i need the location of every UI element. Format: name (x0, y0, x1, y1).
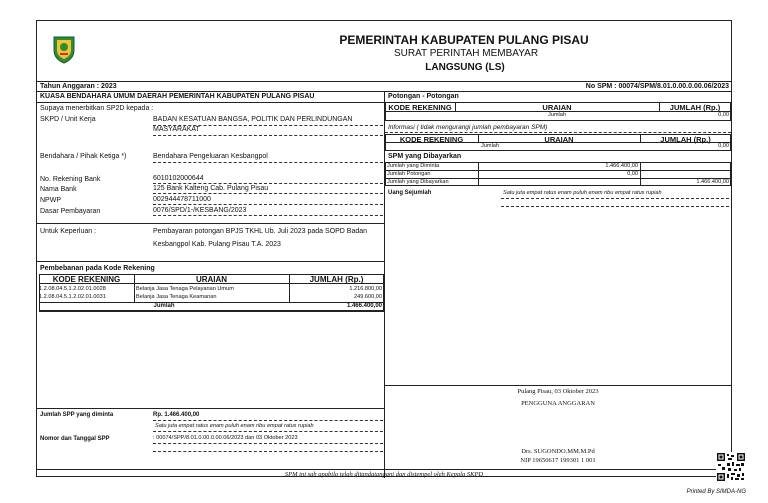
header-subtitle: SURAT PERINTAH MEMBAYAR (393, 48, 539, 59)
document-header (37, 21, 731, 82)
dibayarkan-title: SPM yang Dibayarkan (388, 153, 462, 160)
printed-by: Printed By SIMDA-NG (686, 489, 746, 495)
dibayar-value: 1.466.400,00 (696, 179, 729, 185)
kuasa-bud: KUASA BENDAHARA UMUM DAERAH PEMERINTAH KABUPATEN PULANG PISAU (40, 93, 315, 100)
spm-document (36, 20, 732, 477)
table-row-uraian: Belanja Jasa Tenaga Pelayanan Umum (136, 286, 234, 292)
npwp-label: NPWP (40, 197, 61, 204)
footer-note: SPM ini sah apabila telah ditandatangani dan distempel oleh Kepala SKPD (37, 469, 731, 478)
informasi-col-kode: KODE REKENING (399, 135, 464, 144)
table-row-jumlah: 1.216.800,00 (349, 286, 382, 292)
fiscal-year: Tahun Anggaran : 2023 (40, 83, 117, 90)
bendahara-value: Bendahara Pengeluaran Kesbangpol (153, 153, 268, 160)
uang-value: Satu juta empat ratus enam puluh enam ribu empat ratus rupiah (503, 190, 662, 196)
potongan-label: Jumlah Potongan (387, 171, 431, 177)
signer-role: PENGGUNA ANGGARAN (521, 400, 595, 407)
keperluan-value-2: Kesbangpol Kab. Pulang Pisau T.A. 2023 (153, 241, 281, 248)
place-date: Pulang Pisau, 03 Oktober 2023 (517, 388, 599, 395)
total-value: 1.466.400,00 (346, 303, 382, 309)
informasi-jumlah-value: 0,00 (718, 143, 729, 149)
right-column (385, 92, 731, 478)
rekening-label: No. Rekening Bank (40, 176, 101, 183)
table-row-kode: 1.2.08.04.5.1.2.02.01.0028 (39, 286, 106, 292)
skpd-label: SKPD / Unit Kerja (40, 116, 96, 123)
potongan-jumlah-value: 0,00 (718, 112, 729, 118)
qr-code-icon (716, 452, 746, 482)
informasi-title: Informasi ( tidak mengurangi jumlah pembayaran SPM) (388, 124, 548, 131)
nomor-spp-label: Nomor dan Tanggal SPP (40, 436, 110, 442)
table-row-jumlah: 249.600,00 (354, 294, 382, 300)
nomor-spp-value: : 00074/SPP/8.01.0.00.0.00.06/2023 dan 03 Oktober 2023 (153, 435, 298, 441)
spm-number: No SPM : 00074/SPM/8.01.0.00.0.00.06/2023 (585, 83, 729, 90)
bank-value: 125 Bank Kalteng Cab. Pulang Pisau (153, 185, 269, 192)
skpd-value-2: MASYARAKAT (153, 126, 200, 133)
col-uraian-header: URAIAN (195, 275, 228, 284)
spp-terbilang: Satu juta empat ratus enam puluh enam ribu empat ratus rupiah (155, 423, 314, 429)
left-column (37, 92, 385, 478)
potongan-col-kode: KODE REKENING (388, 103, 452, 112)
supaya-label: Supaya menerbitkan SP2D kepada : (40, 105, 154, 112)
spp-label: Jumlah SPP yang diminta (40, 412, 114, 418)
keperluan-value: Pembayaran potongan BPJS TKHL Ub. Juli 2023 pada SOPD Badan (153, 228, 368, 235)
informasi-jumlah-label: Jumlah (481, 143, 500, 149)
informasi-col-uraian: URAIAN (544, 135, 574, 144)
potongan-title: Potongan - Potongan (388, 93, 459, 100)
bendahara-label: Bendahara / Pihak Ketiga *) (40, 153, 127, 160)
potongan-value: 0,00 (627, 171, 638, 177)
total-label: Jumlah (153, 303, 175, 309)
col-kode-header: KODE REKENING (52, 275, 121, 284)
npwp-value: 002944478711000 (153, 196, 211, 203)
keperluan-label: Untuk Keperluan : (40, 228, 97, 235)
diminta-value: 1.466.400,00 (605, 163, 638, 169)
col-jumlah-header: JUMLAH (Rp.) (309, 275, 364, 284)
dasar-value: 0076/SPD/1-/KESBANG/2023 (153, 207, 247, 214)
divider (37, 102, 384, 103)
informasi-col-jumlah: JUMLAH (Rp.) (660, 135, 711, 144)
potongan-jumlah-label: Jumlah (547, 112, 567, 118)
potongan-col-uraian: URAIAN (542, 103, 572, 112)
pembebanan-title: Pembebanan pada Kode Rekening (40, 265, 155, 272)
potongan-col-jumlah: JUMLAH (Rp.) (669, 103, 721, 112)
rekening-value: 6010102000644 (153, 175, 204, 182)
signer-name: Drs. SUGONDO.MM.M.Pd (521, 448, 595, 455)
dasar-label: Dasar Pembayaran (40, 208, 101, 215)
info-bar (37, 82, 731, 92)
table-row-uraian: Belanja Jasa Tenaga Keamanan (136, 294, 217, 300)
spp-value: Rp. 1.466.400,00 (153, 412, 200, 418)
signer-nip: NIP 19650617 199301 1 001 (520, 457, 596, 464)
header-subtitle-2: LANGSUNG (LS) (425, 62, 505, 73)
bank-label: Nama Bank (40, 186, 77, 193)
dibayar-label: Jumlah yang Dibayarkan (387, 179, 449, 185)
uang-label: Uang Sejumlah (388, 190, 432, 196)
skpd-value: BADAN KESATUAN BANGSA, POLITIK DAN PERLINDUNGAN (153, 116, 353, 123)
diminta-label: Jumlah yang Diminta (387, 163, 440, 169)
table-row-kode: 1.2.08.04.5.1.2.02.01.0031 (39, 294, 106, 300)
header-title: PEMERINTAH KABUPATEN PULANG PISAU (339, 33, 589, 47)
